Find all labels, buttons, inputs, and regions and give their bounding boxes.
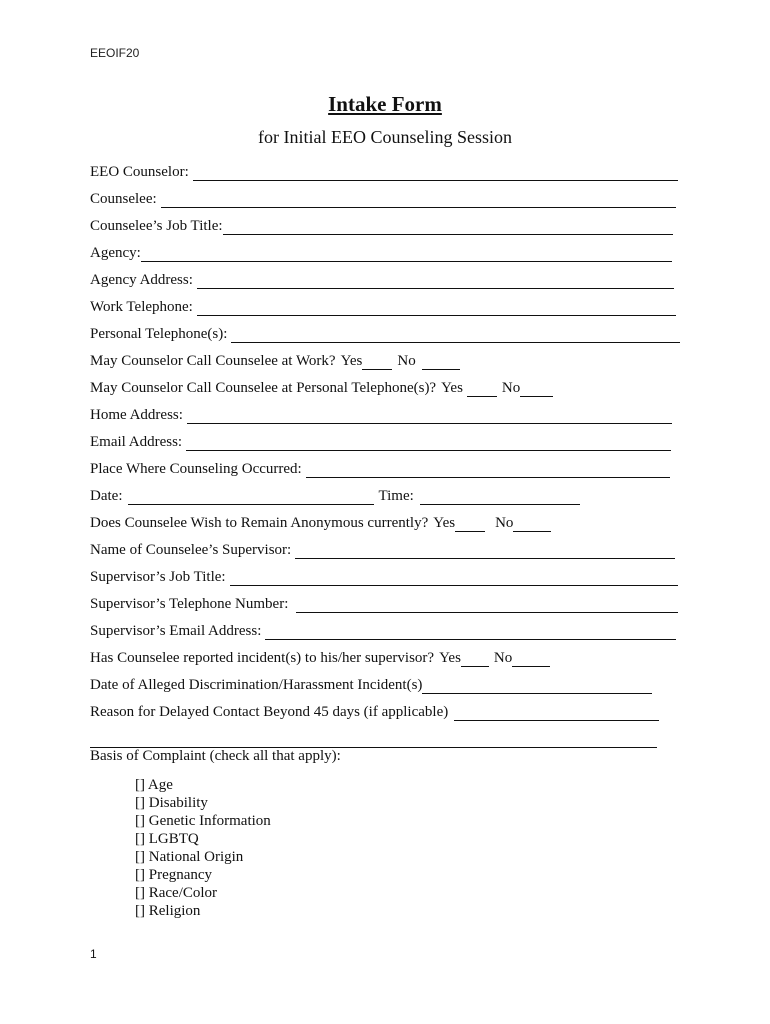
- call-personal-label: May Counselor Call Counselee at Personal Telephone(s)?: [90, 380, 437, 396]
- date-label: Date:: [90, 488, 123, 504]
- anonymous-yes-label: Yes: [433, 515, 456, 531]
- personal-telephone-row: [90, 321, 680, 348]
- call-at-work-yes-label: Yes: [340, 353, 363, 369]
- anonymous-no-field[interactable]: [513, 512, 551, 532]
- basis-option-pregnancy[interactable]: [] Pregnancy: [135, 867, 213, 883]
- reported-yes-field[interactable]: [461, 647, 489, 667]
- call-personal-row: [90, 375, 690, 402]
- call-at-work-no-field[interactable]: [422, 350, 460, 370]
- email-address-row: [90, 429, 671, 456]
- personal-telephone-label: Personal Telephone(s):: [90, 326, 228, 342]
- call-personal-no-label: No: [501, 380, 521, 396]
- call-at-work-label: May Counselor Call Counselee at Work?: [90, 353, 336, 369]
- counselee-job-title-label: Counselee’s Job Title:: [90, 218, 223, 234]
- supervisor-email-row: [90, 618, 676, 645]
- counselee-job-title-row: [90, 213, 673, 240]
- page-number: 1: [90, 947, 97, 961]
- page-subtitle: for Initial EEO Counseling Session: [258, 127, 512, 147]
- counselee-job-title-field[interactable]: [223, 215, 673, 235]
- incident-date-field[interactable]: [422, 674, 652, 694]
- personal-telephone-field[interactable]: [231, 323, 680, 343]
- counselee-row: [90, 186, 676, 213]
- counselee-label: Counselee:: [90, 191, 157, 207]
- agency-address-label: Agency Address:: [90, 272, 193, 288]
- supervisor-name-row: [90, 537, 675, 564]
- time-field[interactable]: [420, 485, 580, 505]
- place-counseling-label: Place Where Counseling Occurred:: [90, 461, 302, 477]
- place-counseling-field[interactable]: [306, 458, 670, 478]
- agency-label: Agency:: [90, 245, 141, 261]
- supervisor-job-title-label: Supervisor’s Job Title:: [90, 569, 226, 585]
- agency-field[interactable]: [141, 242, 672, 262]
- supervisor-email-field[interactable]: [265, 620, 676, 640]
- call-personal-yes-field[interactable]: [467, 377, 497, 397]
- supervisor-phone-field[interactable]: [296, 593, 678, 613]
- form-code: EEOIF20: [90, 46, 140, 60]
- reported-row: [90, 645, 690, 672]
- basis-option-disability[interactable]: [] Disability: [135, 795, 208, 811]
- basis-option-race-color[interactable]: [] Race/Color: [135, 885, 218, 901]
- basis-option-lgbtq[interactable]: [] LGBTQ: [135, 831, 199, 847]
- time-label: Time:: [378, 488, 414, 504]
- place-counseling-row: [90, 456, 670, 483]
- supervisor-job-title-row: [90, 564, 678, 591]
- supervisor-name-label: Name of Counselee’s Supervisor:: [90, 542, 292, 558]
- counselee-field[interactable]: [161, 188, 676, 208]
- delayed-contact-label: Reason for Delayed Contact Beyond 45 days (if applicable): [90, 704, 449, 720]
- delayed-contact-field[interactable]: [454, 701, 659, 721]
- anonymous-no-label: No: [495, 515, 514, 531]
- email-address-field[interactable]: [186, 431, 671, 451]
- call-at-work-row: [90, 348, 690, 375]
- reported-label: Has Counselee reported incident(s) to his/her supervisor?: [90, 650, 435, 666]
- eeo-counselor-field[interactable]: [193, 161, 678, 181]
- basis-option-age[interactable]: [] Age: [135, 777, 173, 793]
- basis-option-genetic-information[interactable]: [] Genetic Information: [135, 813, 271, 829]
- delayed-contact-continuation-field[interactable]: [90, 728, 657, 748]
- form-fields: [90, 159, 690, 753]
- delayed-contact-row: [90, 699, 659, 726]
- supervisor-email-label: Supervisor’s Email Address:: [90, 623, 262, 639]
- basis-option-religion[interactable]: [] Religion: [135, 903, 201, 919]
- incident-date-row: [90, 672, 652, 699]
- basis-options-list: [135, 776, 271, 920]
- call-personal-no-field[interactable]: [520, 377, 553, 397]
- call-at-work-yes-field[interactable]: [362, 350, 392, 370]
- home-address-field[interactable]: [187, 404, 672, 424]
- home-address-row: [90, 402, 672, 429]
- anonymous-label: Does Counselee Wish to Remain Anonymous currently?: [90, 515, 429, 531]
- work-telephone-field[interactable]: [197, 296, 676, 316]
- eeo-counselor-row: [90, 159, 678, 186]
- agency-address-row: [90, 267, 674, 294]
- basis-option-national-origin[interactable]: [] National Origin: [135, 849, 244, 865]
- basis-of-complaint-label: Basis of Complaint (check all that apply):: [90, 748, 341, 764]
- date-field[interactable]: [128, 485, 374, 505]
- email-address-label: Email Address:: [90, 434, 183, 450]
- reported-no-field[interactable]: [512, 647, 550, 667]
- home-address-label: Home Address:: [90, 407, 183, 423]
- call-at-work-no-label: No: [397, 353, 416, 369]
- call-personal-yes-label: Yes: [441, 380, 463, 396]
- supervisor-phone-row: [90, 591, 678, 618]
- supervisor-phone-label: Supervisor’s Telephone Number:: [90, 596, 289, 612]
- agency-address-field[interactable]: [197, 269, 674, 289]
- supervisor-name-field[interactable]: [295, 539, 675, 559]
- work-telephone-row: [90, 294, 676, 321]
- work-telephone-label: Work Telephone:: [90, 299, 193, 315]
- reported-yes-label: Yes: [439, 650, 461, 666]
- anonymous-row: [90, 510, 690, 537]
- page-title: Intake Form: [328, 92, 442, 116]
- incident-date-label: Date of Alleged Discrimination/Harassment Incident(s): [90, 677, 423, 693]
- reported-no-label: No: [493, 650, 513, 666]
- supervisor-job-title-field[interactable]: [230, 566, 678, 586]
- agency-row: [90, 240, 672, 267]
- anonymous-yes-field[interactable]: [455, 512, 485, 532]
- eeo-counselor-label: EEO Counselor:: [90, 164, 189, 180]
- date-time-row: [90, 483, 690, 510]
